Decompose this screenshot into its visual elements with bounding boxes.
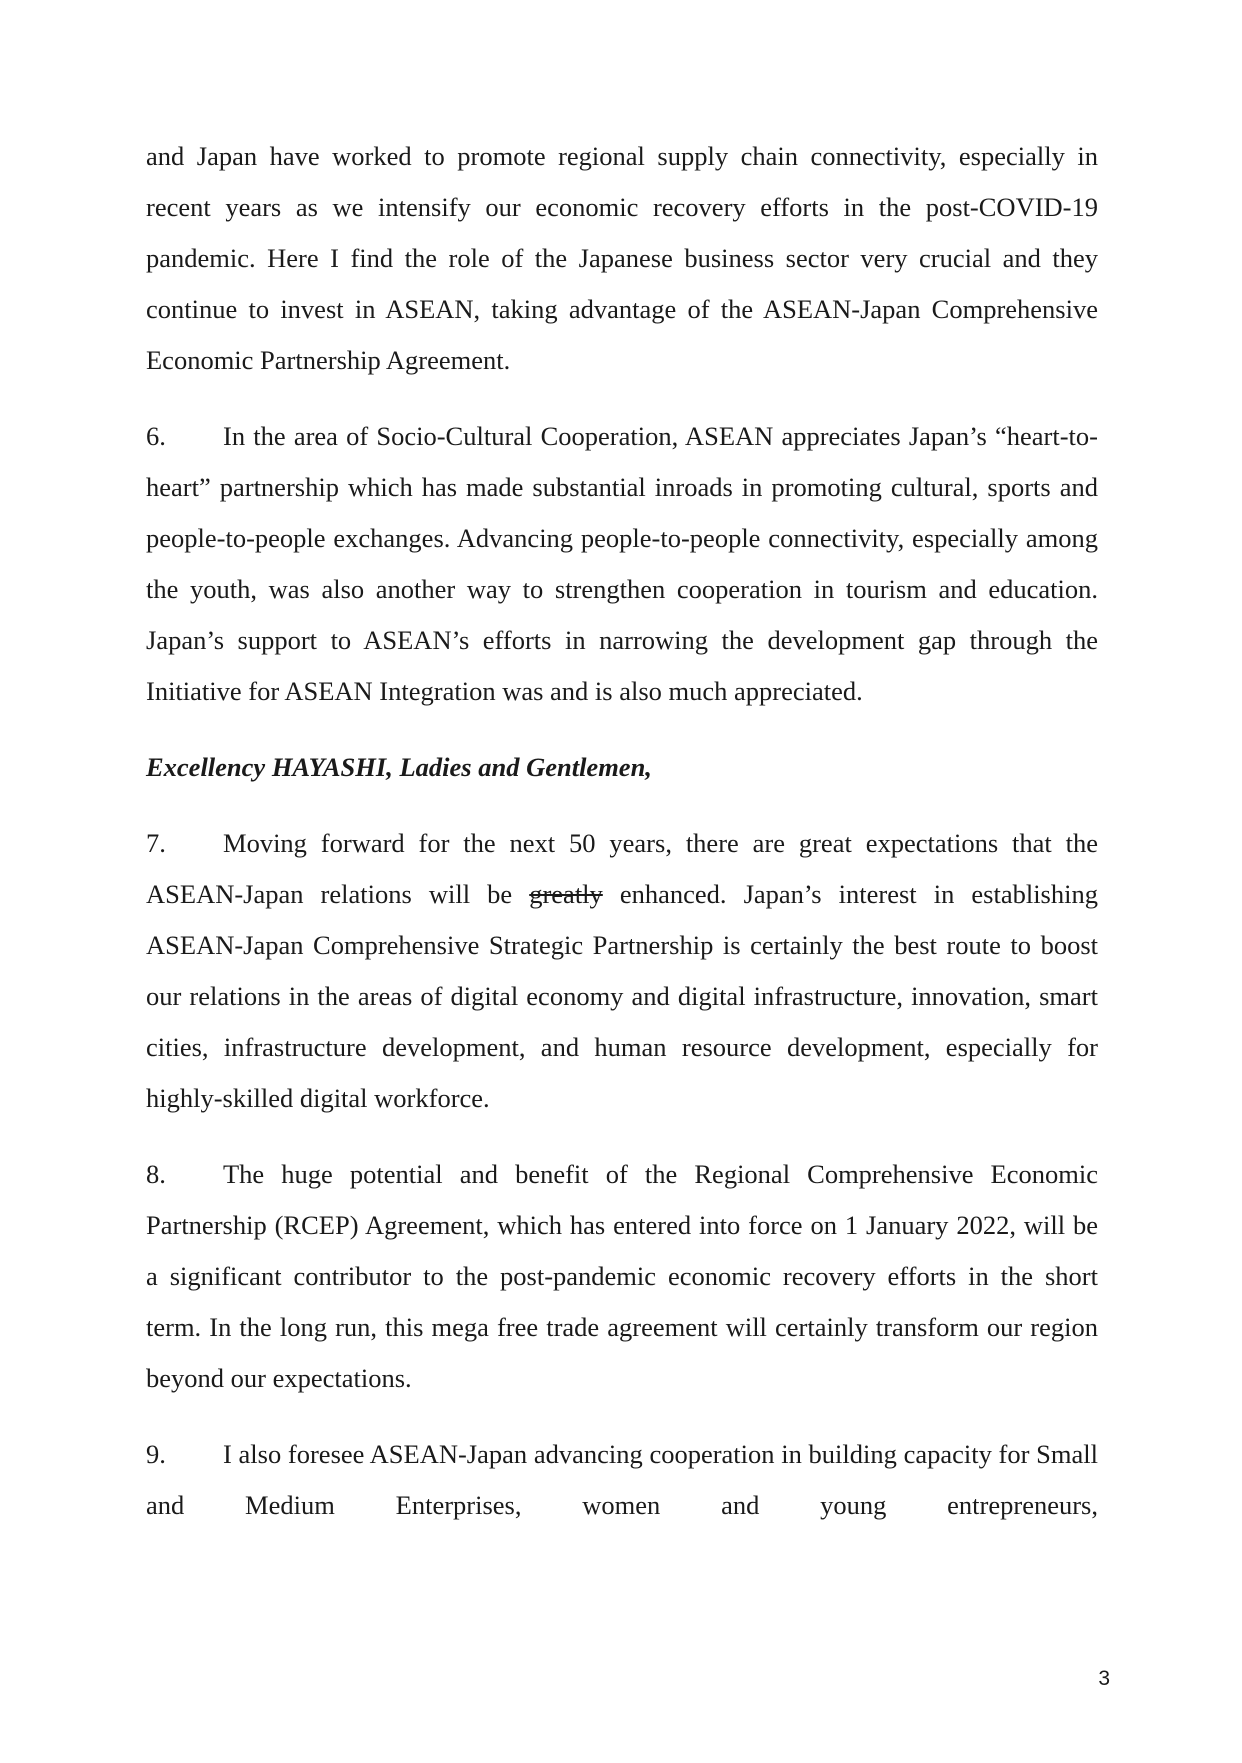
paragraph-number: 7.: [146, 828, 166, 858]
paragraph-number: 8.: [146, 1159, 166, 1189]
paragraph-8: [146, 1149, 1098, 1404]
paragraph-number: 6.: [146, 421, 166, 451]
paragraph-text: The huge potential and benefit of the Regional Comprehensive Economic Partnership (RCEP) Agreement, which has entered into force on 1 January 2022, will be a significant contributor to the post-pandemic economic recovery efforts in the short term. In the long run, this mega free trade agreement will certainly transform our region beyond our expectations.: [146, 1159, 1098, 1393]
salutation: Excellency HAYASHI, Ladies and Gentlemen,: [146, 752, 652, 782]
paragraph-continuation: [146, 131, 1098, 386]
paragraph-text: I also foresee ASEAN-Japan advancing cooperation in building capacity for Small and Medium Enterprises, women and young entrepreneurs,: [146, 1439, 1098, 1520]
struck-out-word: greatly: [529, 879, 603, 909]
paragraph-9: [146, 1429, 1098, 1531]
document-body: [146, 131, 1098, 1556]
paragraph-text-part-1: Moving forward for the next 50 years, there are great expectations that the ASEAN-Japan relations will be: [146, 828, 1098, 909]
paragraph-text: In the area of Socio-Cultural Cooperation, ASEAN appreciates Japan’s “heart-to-heart” partnership which has made substantial inroads in promoting cultural, sports and people-to-people exchanges. Advancing people-to-people connectivity, especially among the youth, was also another way to strengthen cooperation in tourism and education. Japan’s support to ASEAN’s efforts in narrowing the development gap through the Initiative for ASEAN Integration was and is also much appreciated.: [146, 421, 1098, 706]
paragraph-6: [146, 411, 1098, 717]
paragraph-text: and Japan have worked to promote regional supply chain connectivity, especially in recent years as we intensify our economic recovery efforts in the post-COVID-19 pandemic. Here I find the role of the Japanese business sector very crucial and they continue to invest in ASEAN, taking advantage of the ASEAN-Japan Comprehensive Economic Partnership Agreement.: [146, 141, 1098, 375]
paragraph-text-part-2: enhanced. Japan’s interest in establishing ASEAN-Japan Comprehensive Strategic Partnership is certainly the best route to boost our relations in the areas of digital economy and digital infrastructure, innovation, smart cities, infrastructure development, and human resource development, especially for highly-skilled digital workforce.: [146, 879, 1098, 1113]
paragraph-number: 9.: [146, 1439, 166, 1469]
paragraph-7: [146, 818, 1098, 1124]
page-number: 3: [1098, 1667, 1110, 1690]
